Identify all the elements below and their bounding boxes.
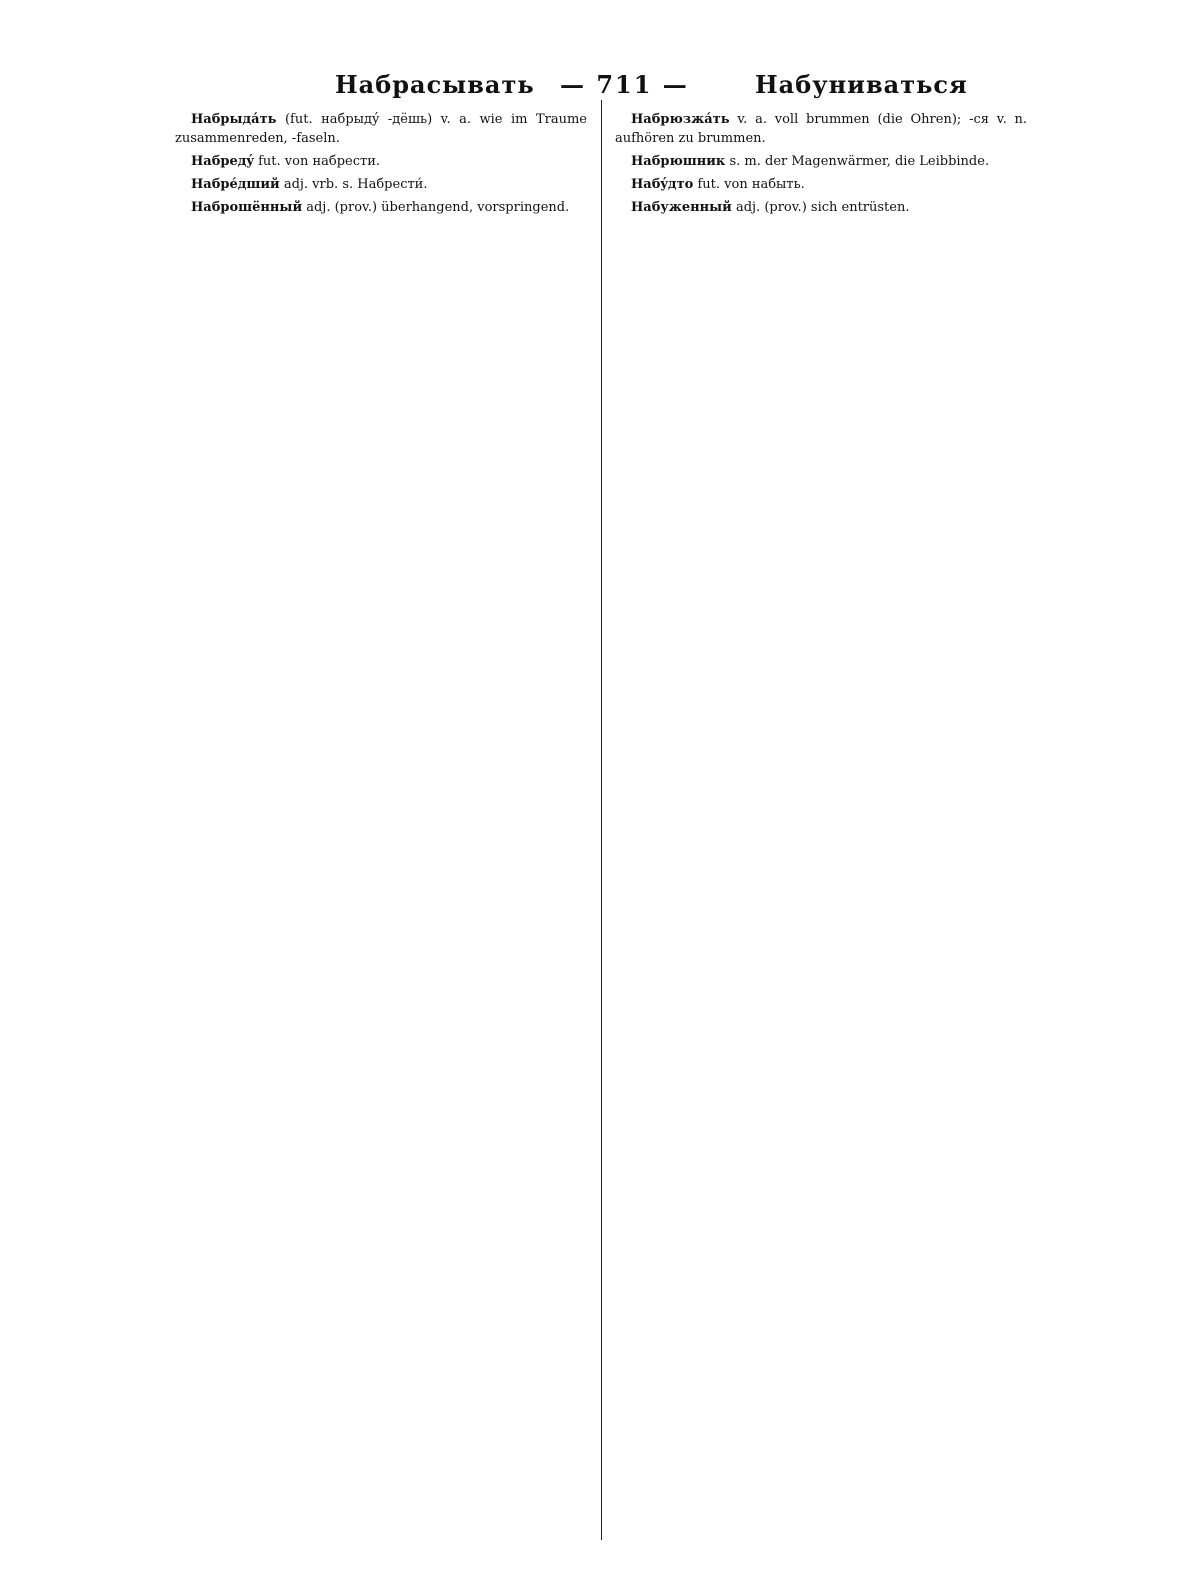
entry-headword: Набрюшник xyxy=(631,154,726,169)
entry-text: v. a. voll brummen (die Ohren); -ся v. n. aufhören zu brummen. xyxy=(615,112,1027,146)
right-guideword: Набуниваться xyxy=(755,70,968,99)
dictionary-entry xyxy=(615,110,1027,148)
entry-headword: Набуженный xyxy=(631,200,732,215)
dictionary-entry xyxy=(175,198,587,217)
column-divider xyxy=(601,100,602,1540)
dictionary-entry xyxy=(175,175,587,194)
entry-text: (fut. набрыдý -дёшь) v. a. wie im Traume zusammenreden, -faseln. xyxy=(175,112,587,146)
entry-text: adj. (prov.) überhangend, vorspringend. xyxy=(306,200,570,215)
entry-headword: Набрюзжáть xyxy=(631,112,730,127)
entry-text: s. m. der Magenwärmer, die Leibbinde. xyxy=(729,154,990,169)
running-header xyxy=(175,70,1035,110)
entry-text: adj. (prov.) sich entrüsten. xyxy=(735,200,910,215)
entry-text: fut. von набыть. xyxy=(697,177,805,192)
dictionary-entry xyxy=(175,152,587,171)
dictionary-page xyxy=(175,60,1035,1540)
entry-headword: Набрыдáть xyxy=(191,112,277,127)
left-guideword: Набрасывать xyxy=(335,70,535,99)
dictionary-entry xyxy=(615,198,1027,217)
dictionary-entry xyxy=(615,152,1027,171)
left-column xyxy=(175,110,587,1540)
dictionary-entry xyxy=(615,175,1027,194)
entry-text: fut. von набрести. xyxy=(258,154,380,169)
dictionary-entry xyxy=(175,110,587,148)
entry-headword: Набýдто xyxy=(631,177,694,192)
right-column xyxy=(615,110,1027,1540)
page-number: — 711 — xyxy=(560,70,689,99)
entry-headword: Набрéдший xyxy=(191,177,280,192)
entry-text: adj. vrb. s. Набрести́. xyxy=(283,177,428,192)
entry-headword: Набредý xyxy=(191,154,254,169)
entry-headword: Наброшённый xyxy=(191,200,303,215)
